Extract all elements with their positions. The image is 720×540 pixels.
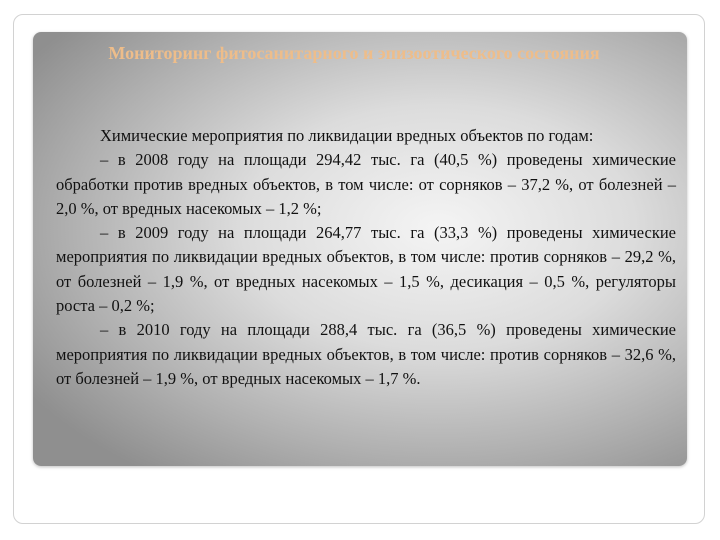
paragraph-2009: – в 2009 году на площади 264,77 тыс. га (33,3 %) проведены химические мероприятия по ликвидации вредных объектов, в том числе: против сорняков – 29,2 %, от болезней – 1,9 %, от вредных насекомых – 1,5 %, десикация – 0,5 %, регуляторы роста – 0,2 %; xyxy=(56,223,676,316)
body-text xyxy=(56,124,676,391)
paragraph-intro: Химические мероприятия по ликвидации вредных объектов по годам: xyxy=(100,126,594,145)
slide-title: Мониторинг фитосанитарного и эпизоотического состояния xyxy=(108,43,600,63)
paragraph-2008: – в 2008 году на площади 294,42 тыс. га (40,5 %) проведены химические обработки против вредных объектов, в том числе: от сорняков – 37,2 %, от болезней – 2,0 %, от вредных насекомых – 1,2 %; xyxy=(56,150,676,218)
paragraph-2010: – в 2010 году на площади 288,4 тыс. га (36,5 %) проведены химические мероприятия по ликвидации вредных объектов, в том числе: против сорняков – 32,6 %, от болезней – 1,9 %, от вредных насекомых – 1,7 %. xyxy=(56,320,676,388)
